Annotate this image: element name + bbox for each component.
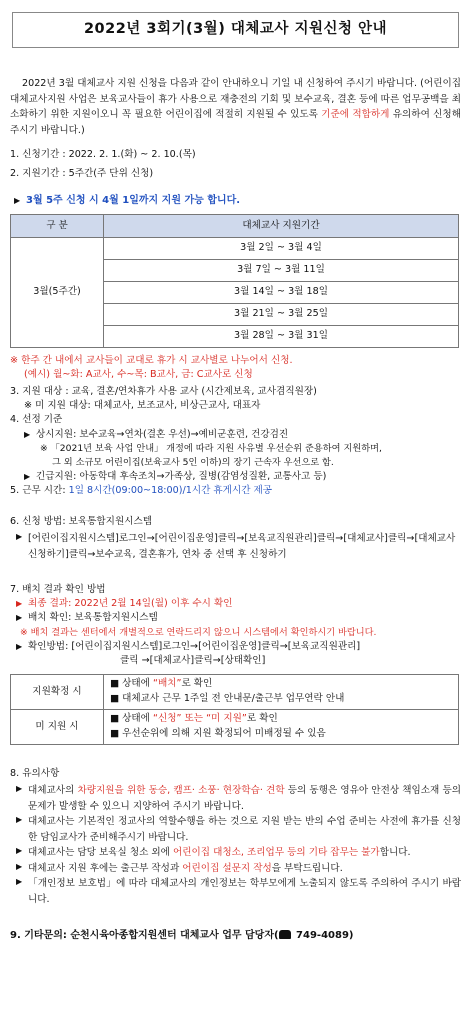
triangle-bullet-icon: ▶ [14, 195, 21, 205]
contact-info: 9. 기타문의: 순천시육아종합지원센터 대체교사 업무 담당자( 749-4089) [10, 929, 354, 941]
final-result: ▶ 최종 결과: 2022년 2월 14일(월) 이후 수시 확인 [16, 598, 233, 610]
triangle-bullet-icon: ▶ [16, 846, 23, 856]
document-title: 2022년 3회기(3월) 대체교사 지원신청 안내 [12, 12, 459, 48]
triangle-bullet-icon: ▶ [24, 471, 31, 481]
table-cell: 3월 2일 ~ 3월 4일 [104, 237, 459, 259]
triangle-bullet-icon: ▶ [16, 861, 23, 871]
urgent-support: ▶ 긴급지원: 아동학대 후속조치→가족상, 질병(감염성질환, 교통사고 등) [24, 470, 327, 482]
precautions-heading: 8. 유의사항 [10, 767, 60, 779]
support-period: 2. 지원기간 : 5주간(주 단위 신청) [10, 167, 154, 179]
non-target-note: ※ 미 지원 대상: 대체교사, 보조교사, 비상근교사, 대표자 [24, 400, 261, 412]
triangle-bullet-icon: ▶ [16, 815, 23, 825]
table-cell: 3월 21일 ~ 3월 25일 [104, 303, 459, 325]
support-target: 3. 지원 대상 : 교육, 결혼/연차휴가 사용 교사 (시간제보육, 교사겸직원장) [10, 385, 317, 397]
application-method-body: ▶ [어린이집지원시스템]로그인→[어린이집운영]클릭→[보육교직원관리]클릭→[대체교사]클릭→[대체교사신청하기]클릭→보수교육, 결혼휴가, 연차 중 선택 후 신청하기 [10, 531, 461, 563]
table-cell: 3월 28일 ~ 3월 31일 [104, 325, 459, 347]
list-item: ▶ 대체교사는 담당 보육실 청소 외에 어린이집 대청소, 조리업무 등의 기타 잡무는 불가합니다. [10, 845, 461, 861]
status-not-supported-text: ■ 상태에 “신청” 또는 “미 지원”로 확인 ■ 우선순위에 의해 지원 확정되어 미배정될 수 있음 [104, 710, 459, 745]
status-confirmed-text: ■ 상태에 “배치”로 확인 ■ 대체교사 근무 1주일 전 안내문/출근부 업무연락 안내 [104, 675, 459, 710]
table-header-period: 대체교사 지원기간 [104, 214, 459, 237]
table-cell: 3월 7일 ~ 3월 11일 [104, 259, 459, 281]
phone-icon [279, 930, 291, 939]
selection-criteria-heading: 4. 선정 기준 [10, 414, 63, 426]
triangle-bullet-icon: ▶ [16, 641, 23, 651]
table-row-label: 3월(5주간) [11, 237, 104, 347]
list-item: ▶ 대체교사는 기본적인 정교사의 역할수행을 하는 것으로 지원 받는 반의 수업 준비는 사전에 휴가를 신청한 담임교사가 준비해주시기 바랍니다. [10, 814, 461, 845]
triangle-bullet-icon: ▶ [24, 429, 31, 439]
table-row [11, 237, 459, 259]
check-method: ▶ 확인방법: [어린이집지원시스템]로그인→[어린이집운영]클릭→[보육교직원관리] [16, 640, 361, 652]
table-row [11, 675, 459, 710]
application-period: 1. 신청기간 : 2022. 2. 1.(화) ~ 2. 10.(목) [10, 149, 196, 161]
priority-note-cont: 그 외 소규모 어린이집(보육교사 5인 이하)의 장기 근속자 우선으로 함. [52, 457, 334, 469]
regular-support: ▶ 상시지원: 보수교육→연차(결혼 우선)→예비군훈련, 건강검진 [24, 428, 289, 440]
status-not-supported-label: 미 지원 시 [11, 710, 104, 745]
placement-check: ▶ 배치 확인: 보육통합지원시스템 [16, 612, 158, 624]
week5-note: ▶ 3월 5주 신청 시 4월 1일까지 지원 가능 합니다. [14, 194, 241, 206]
work-hours: 5. 근무 시간: 1일 8시간(09:00~18:00)/1시간 휴게시간 제공 [10, 485, 273, 497]
weekly-split-note: ※ 한주 간 내에서 교사들이 교대로 휴가 시 교사별로 나누어서 신청. [10, 354, 293, 366]
list-item: ▶ 대체교사의 차량지원을 위한 동승, 캠프· 소풍· 현장학습· 견학 등의 동행은 영유아 안전상 책임소재 등의 문제가 발생할 수 있으니 지양하여 주시기 바랍니다. [10, 783, 461, 814]
intro-emphasis: 기준에 적합하게 [321, 109, 390, 121]
intro-paragraph [10, 76, 461, 138]
table-header-row [11, 214, 459, 237]
table-header-category: 구 분 [11, 214, 104, 237]
triangle-bullet-icon: ▶ [16, 613, 23, 623]
triangle-bullet-icon: ▶ [16, 877, 23, 887]
triangle-bullet-icon: ▶ [16, 532, 23, 542]
intro-text-end: 유의하여 신청해주시기 바랍니다.) [10, 109, 461, 136]
weekly-split-example: (예시) 월~화: A교사, 수~목: B교사, 금: C교사로 신청 [24, 369, 253, 381]
table-cell: 3월 14일 ~ 3월 18일 [104, 281, 459, 303]
triangle-bullet-icon: ▶ [16, 599, 23, 609]
support-period-table [10, 214, 459, 348]
check-method-cont: 클릭 →[대체교사]클릭→[상태확인] [120, 655, 266, 667]
status-table [10, 674, 459, 744]
triangle-bullet-icon: ▶ [16, 784, 23, 794]
result-check-heading: 7. 배치 결과 확인 방법 [10, 583, 106, 595]
application-method-heading: 6. 신청 방법: 보육통합지원시스템 [10, 515, 153, 527]
priority-note: ※ 「2021년 보육 사업 안내」 개정에 따라 지원 사유별 우선순위 준용하여 지원하며, [40, 443, 382, 455]
list-item: ▶ 「개인정보 보호법」에 따라 대체교사의 개인정보는 학부모에게 노출되지 않도록 주의하여 주시기 바랍니다. [10, 876, 461, 907]
table-row [11, 710, 459, 745]
intro-text: 2022년 3월 대체교사 지원 신청을 다음과 같이 안내하오니 기일 내 신청하여 주시기 바랍니다. (어린이집 대체교사지원 사업은 보육교사들이 휴가 사용으로 재충전의 기회 및 보수교육, 결혼 등에 따른 업무공백을 최소화하기 위한 지원이오니 꼭 필요한 어린이집에 적절히 지원될 수 있도록 [10, 78, 461, 121]
status-confirmed-label: 지원확정 시 [11, 675, 104, 710]
placement-note: ※ 배치 결과는 센터에서 개별적으로 연락드리지 않으니 시스템에서 확인하시기 바랍니다. [20, 626, 377, 638]
list-item: ▶ 대체교사 지원 후에는 출근부 작성과 어린이집 설문지 작성을 부탁드립니다. [10, 861, 461, 877]
